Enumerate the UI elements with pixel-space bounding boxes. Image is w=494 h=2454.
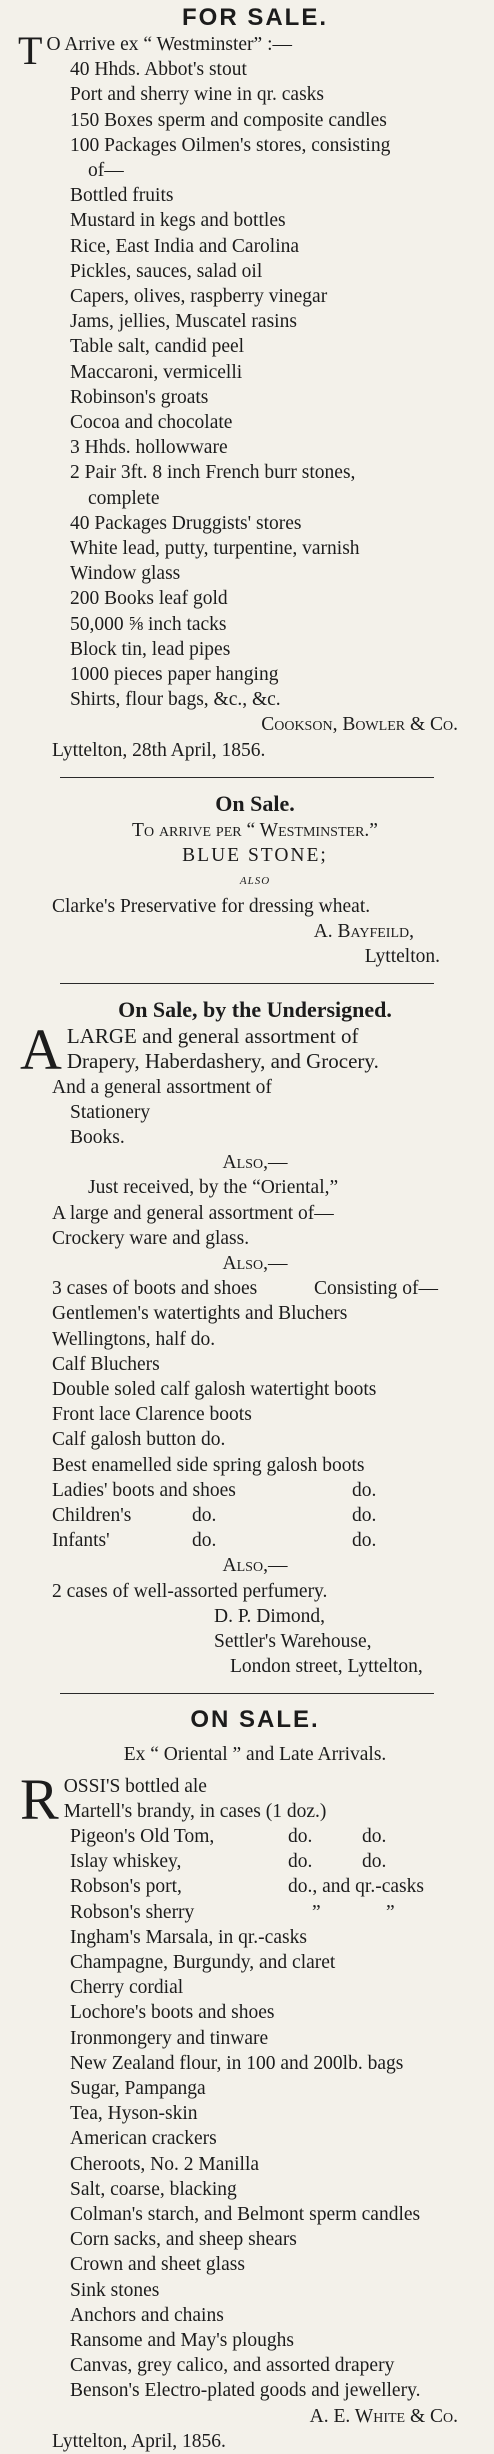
list-item: 40 Hhds. Abbot's stout (70, 59, 247, 81)
table-row (24, 1503, 486, 1528)
list-item: Cheroots, No. 2 Manilla (70, 2153, 260, 2175)
list-item: 40 Packages Druggists' stores (70, 512, 302, 534)
list-item: Table salt, candid peel (70, 336, 245, 358)
advertiser-signature: A. Bayfeild, (313, 920, 414, 942)
advert-undersigned (0, 996, 494, 1679)
intro-line: T O Arrive ex “ Westminster” :— (18, 28, 292, 73)
consisting-label: Consisting of— (314, 1278, 439, 1300)
list-item: complete (88, 487, 160, 509)
list-item: OSSI'S bottled ale (63, 1775, 207, 1797)
advertiser-place: Lyttelton. (364, 945, 440, 967)
list-item: 3 Hhds. hollowware (70, 437, 228, 459)
table-cell: do. (192, 1530, 217, 1552)
list-item: Ransome and May's ploughs (70, 2330, 294, 2352)
advert-heading: On Sale, by the Undersigned. (118, 997, 392, 1023)
table-cell: ” (312, 1901, 321, 1923)
also-label: Also,— (222, 1152, 288, 1174)
divider-rule (60, 777, 434, 778)
advert-for-sale (0, 4, 494, 763)
list-item: Champagne, Burgundy, and claret (70, 1952, 336, 1974)
also-label: Also,— (222, 1252, 288, 1274)
text-line: A large and general assortment of— (52, 1202, 334, 1224)
advertiser-signature: D. P. Dimond, (214, 1605, 326, 1627)
drop-cap: A (20, 1017, 62, 1083)
dateline: Lyttelton, April, 1856. (52, 2430, 226, 2452)
list-item: Bottled fruits (70, 185, 174, 207)
list-item: 2 Pair 3ft. 8 inch French burr stones, (70, 462, 356, 484)
list-item: of— (88, 160, 124, 182)
list-item: Sink stones (70, 2279, 160, 2301)
divider-rule (60, 1693, 434, 1694)
advertiser-signature: A. E. White & Co. (309, 2405, 458, 2427)
table-cell: ” (386, 1901, 395, 1923)
table-row (24, 1478, 486, 1503)
list-item: Corn sacks, and sheep shears (70, 2229, 297, 2251)
advert-heading: ON SALE. (190, 1706, 320, 1734)
table-cell: Pigeon's Old Tom, (70, 1826, 215, 1847)
list-item: Ironmongery and tinware (70, 2027, 269, 2049)
list-item: Calf galosh button do. (52, 1429, 226, 1451)
list-item: Tea, Hyson-skin (70, 2103, 198, 2125)
table-cell: do. (288, 1851, 313, 1873)
subheading: Ex “ Oriental ” and Late Arrivals. (123, 1744, 387, 1766)
paragraph-line: LARGE and general assortment of (66, 1024, 359, 1049)
list-item: Block tin, lead pipes (70, 638, 231, 660)
list-item: Maccaroni, vermicelli (70, 361, 243, 383)
list-item: Robinson's groats (70, 386, 209, 408)
text-line: Just received, by the “Oriental,” (88, 1177, 339, 1199)
list-item: Window glass (70, 563, 181, 585)
list-item: Gentlemen's watertights and Bluchers (52, 1303, 348, 1325)
paragraph-line: Drapery, Haberdashery, and Grocery. (66, 1049, 379, 1074)
table-cell: Ladies' boots and shoes (52, 1479, 236, 1501)
also-label: Also,— (222, 1555, 288, 1577)
text-line: And a general assortment of (52, 1076, 272, 1098)
list-item: 50,000 ⅝ inch tacks (70, 613, 227, 635)
advertiser-address: Settler's Warehouse, (214, 1630, 372, 1652)
arrival-line: To arrive per “ Westminster.” (132, 819, 378, 841)
list-item: Ingham's Marsala, in qr.-casks (70, 1926, 307, 1948)
list-item: 100 Packages Oilmen's stores, consisting (70, 134, 391, 156)
table-cell: Robson's sherry (70, 1901, 195, 1923)
list-item: Books. (70, 1126, 125, 1148)
list-item: American crackers (70, 2128, 217, 2150)
table-cell: do. (362, 1851, 387, 1873)
list-item: Best enamelled side spring galosh boots (52, 1454, 365, 1476)
list-item: Lochore's boots and shoes (70, 2002, 275, 2024)
list-item: Jams, jellies, Muscatel rasins (70, 311, 297, 333)
table-cell: Children's (52, 1504, 132, 1526)
advertiser-signature: Cookson, Bowler & Co. (261, 714, 458, 736)
list-item: 200 Books leaf gold (70, 588, 228, 610)
table-cell: Infants' (52, 1530, 110, 1552)
text-line: 2 cases of well-assorted perfumery. (52, 1580, 328, 1602)
list-item: Capers, olives, raspberry vinegar (70, 286, 328, 308)
list-item: Double soled calf galosh watertight boots (52, 1378, 377, 1400)
list-item: Pickles, sauces, salad oil (70, 260, 263, 282)
table-cell: do. (362, 1826, 387, 1847)
also-label: also (239, 872, 271, 889)
advertiser-address: London street, Lyttelton, (230, 1656, 423, 1678)
text-line: Crockery ware and glass. (52, 1227, 250, 1249)
item-list (24, 57, 486, 712)
advert-heading: On Sale. (215, 790, 295, 816)
table-cell: do. (288, 1826, 313, 1847)
list-item: Salt, coarse, blacking (70, 2178, 237, 2200)
list-item: White lead, putty, turpentine, varnish (70, 538, 360, 560)
table-cell: do. (352, 1530, 377, 1552)
list-item: New Zealand flour, in 100 and 200lb. bags (70, 2052, 404, 2074)
dateline: Lyttelton, 28th April, 1856. (52, 739, 266, 761)
table-row (24, 1528, 486, 1553)
table-row (24, 1900, 486, 1925)
advert-white-co (0, 1706, 494, 2454)
text-line (24, 1276, 486, 1301)
list-item: Shirts, flour bags, &c., &c. (70, 689, 281, 711)
list-item: Canvas, grey calico, and assorted drapery (70, 2355, 395, 2377)
list-item: Rice, East India and Carolina (70, 235, 300, 257)
boots-cases: 3 cases of boots and shoes (52, 1278, 258, 1300)
list-item: Port and sherry wine in qr. casks (70, 84, 324, 106)
advert-on-sale-bayfeild (0, 790, 494, 969)
list-item: Wellingtons, half do. (52, 1328, 216, 1350)
table-cell: Islay whiskey, (70, 1851, 182, 1873)
product-line: BLUE STONE; (182, 845, 328, 867)
table-cell: do. (352, 1504, 377, 1526)
list-item: Stationery (70, 1101, 151, 1123)
divider-rule (60, 983, 434, 984)
list-item: Cherry cordial (70, 1977, 184, 1999)
list-item: Benson's Electro-plated goods and jewellery. (70, 2380, 421, 2402)
table-row (24, 1849, 486, 1874)
product-line: Clarke's Preservative for dressing wheat. (52, 895, 371, 917)
list-item: 1000 pieces paper hanging (70, 664, 279, 686)
advert-heading: FOR SALE. (181, 4, 328, 31)
table-cell: Robson's port, (70, 1876, 182, 1898)
table-row (24, 1824, 486, 1849)
list-item: Mustard in kegs and bottles (70, 210, 286, 232)
table-cell: do. (192, 1504, 217, 1526)
list-item: Front lace Clarence boots (52, 1404, 252, 1426)
list-item: Colman's starch, and Belmont sperm candles (70, 2204, 421, 2226)
table-cell: do. (352, 1479, 377, 1501)
list-item: Anchors and chains (70, 2304, 224, 2326)
list-item: Crown and sheet glass (70, 2254, 245, 2276)
list-item: Calf Bluchers (52, 1353, 160, 1375)
list-item: Cocoa and chocolate (70, 412, 233, 434)
list-item: Sugar, Pampanga (70, 2078, 206, 2100)
intro-paragraph (20, 1766, 486, 1832)
drop-cap: R (20, 1766, 59, 1832)
list-item: 150 Boxes sperm and composite candles (70, 109, 387, 131)
drop-cap: T (18, 28, 43, 73)
list-item: Martell's brandy, in cases (1 doz.) (63, 1800, 327, 1822)
table-row (24, 1874, 486, 1899)
intro-paragraph (20, 1017, 486, 1083)
table-cell: do., and qr.-casks (288, 1876, 424, 1898)
